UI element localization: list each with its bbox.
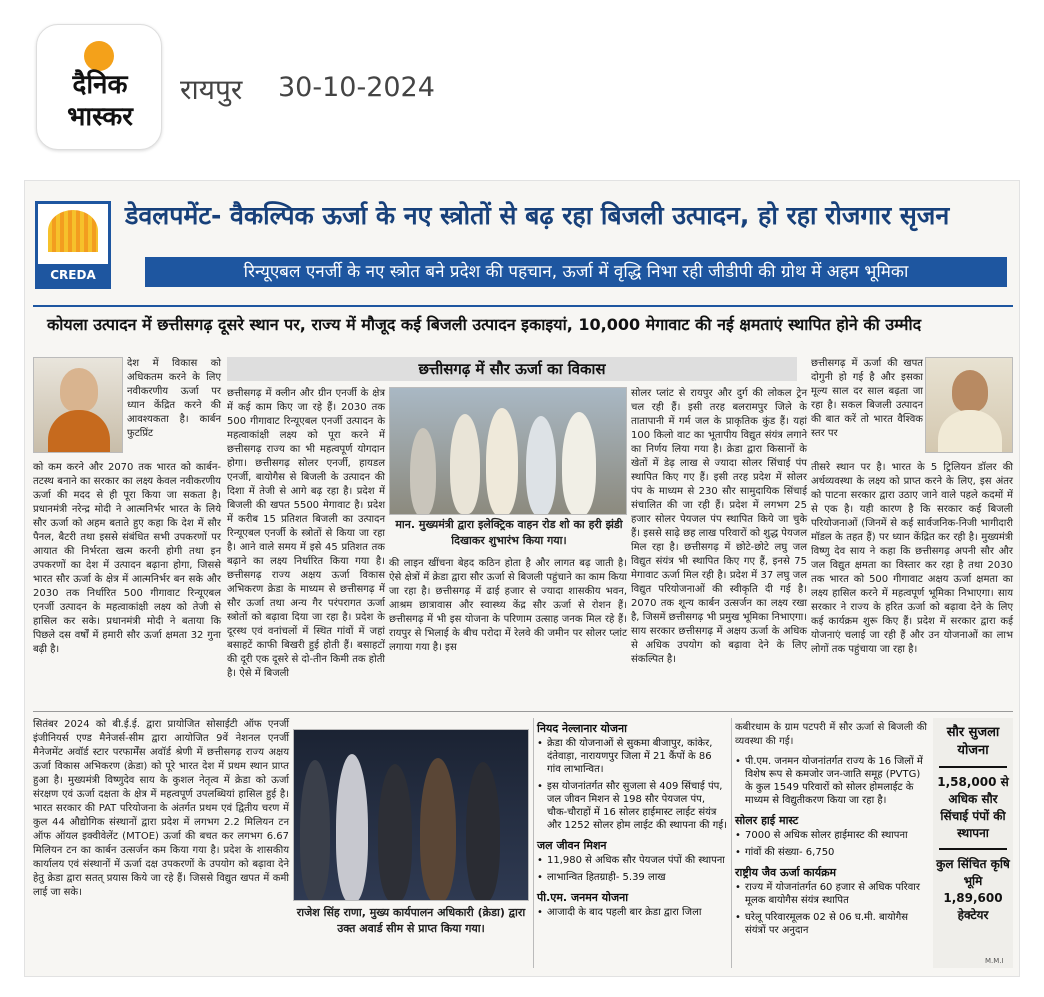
list-item: • घरेलू परिवारमूलक 02 से 06 घ.मी. बायोगैस संयंत्रों पर अनुदान	[735, 911, 927, 937]
side-mid: 1,58,000 से अधिक सौर सिंचाई पंपों की स्थापना	[937, 775, 1009, 840]
sun-rays-icon	[48, 210, 98, 252]
app-header	[0, 0, 1044, 178]
award-photo	[293, 729, 529, 901]
col1-top: देश में विकास को अधिकतम करने के लिए नवीकरणीय ऊर्जा पर ध्यान केंद्रित करने की आवश्यकता है। कार्बन फुटप्रिंट	[127, 358, 221, 439]
divider	[33, 305, 1013, 307]
logo-line1: दैनिक	[72, 70, 128, 100]
creda-logo	[35, 201, 111, 289]
award-photo-caption: राजेश सिंह राणा, मुख्य कार्यपालन अधिकारी (क्रेडा) द्वारा उक्त अवार्ड सीम से प्राप्त किया गया।	[296, 906, 526, 935]
sun-icon	[84, 41, 114, 71]
signature: M.M.I	[985, 957, 1004, 965]
mast-title: सोलर हाई मास्ट	[735, 814, 799, 827]
rally-photo	[389, 387, 627, 515]
side-bottom: कुल सिंचित कृषि भूमि 1,89,600 हेक्टेयर	[936, 857, 1010, 922]
newspaper-clipping[interactable]	[24, 180, 1020, 977]
pm-title: पी.एम. जनमन योजना	[537, 891, 629, 904]
list-item: • क्रेडा की योजनाओं से सुकमा बीजापुर, कांकेर, दंतेवाड़ा, नारायणपुर जिला में 21 कैंपों के 86 गांव लाभान्वित।	[537, 737, 727, 776]
col4-body: सोलर प्लांट से रायपुर और दुर्ग की लोकल ट्रेन चल रही हैं। इसी तरह बलरामपुर जिले के तातापानी में गर्म जल के प्राकृतिक कुंड हैं। यहां 100 किलो वाट का भूतापीय विद्युत संयंत्र लगाने का निर्णय लिया गया है। क्रेडा द्वारा किसानों के खेतों में डेढ़ लाख से ज्यादा सोलर सिंचाई पंप स्थापित किए गए हैं। इसी तरह प्रदेश में सोलर पंप के माध्यम से 230 सौर सामुदायिक सिंचाई संचालित की जा रही हैं। प्रदेश में लगभग 25 हजार सोलर पेयजल पंप स्थापित किये जा चुके हैं। इससे साढ़े छह लाख परिवारों को शुद्ध पेयजल मिल रहा है। छत्तीसगढ़ में छोटे-छोटे लघु जल विद्युत संयंत्र भी स्थापित किए गए हैं, इनसे 75 मेगावाट ऊर्जा मिल रही है। प्रदेश में 37 लघु जल विद्युत परियोजनाओं की स्वीकृति दी गई है। 2070 तक शून्य कार्बन उत्सर्जन का लक्ष्य रखा है, जिसमें छत्तीसगढ़ भी प्रमुख भूमिका निभाएगा। साय सरकार छत्तीसगढ़ में अक्षय ऊर्जा के अधिक से अधिक उपयोग को बढ़ावा देने के लिए संकल्पित है।	[631, 388, 807, 665]
list-item: • 11,980 से अधिक सौर पेयजल पंपों की स्थापना	[537, 854, 727, 867]
pm-portrait	[33, 357, 123, 453]
niyad-title: नियद नेल्लानार योजना	[537, 722, 628, 735]
col1-body: को कम करने और 2070 तक भारत को कार्बन-तटस्थ बनाने का सरकार का लक्ष्य केवल नवीकरणीय ऊर्जा की मदद से ही पूरा किया जा सकता है। प्रधानमंत्री नरेन्द्र मोदी ने आत्मनिर्भर भारत के लिये सौर ऊर्जा को अहम बताते हुए कहा कि देश में सौर पैनल, बैटरी तथा इससे संबंधित सभी उपकरणों पर आयात की निर्भरता खत्म करनी होगी तथा इन उपकरणों का देश में उत्पादन बढ़ाना होगा, जिससे भारत सौर ऊर्जा के क्षेत्र में आत्मनिर्भर बन सके और 2030 तक निर्धारित 500 गीगावाट रिन्यूएबल एनर्जी उत्पादन के महत्वाकांक्षी लक्ष्य को तेजी से हासिल कर सके। प्रधानमंत्री मोदी ने बताया कि पिछले दस वर्षों में हमारी सौर ऊर्जा क्षमता 32 गुना बढ़ी है।	[33, 462, 221, 655]
side-title: सौर सुजला योजना	[946, 725, 1000, 758]
list-item: • 7000 से अधिक सोलर हाईमास्ट की स्थापना	[735, 829, 927, 842]
jal-title: जल जीवन मिशन	[537, 839, 607, 852]
divider	[731, 718, 732, 968]
divider	[533, 718, 534, 968]
right-top-text: कबीरधाम के ग्राम पटपरी में सौर ऊर्जा से बिजली की व्यवस्था की गई।	[735, 722, 927, 747]
scheme-list-left	[537, 721, 727, 919]
bio-title: राष्ट्रीय जैव ऊर्जा कार्यक्रम	[735, 866, 837, 879]
list-item: • राज्य में योजनांतर्गत 60 हजार से अधिक परिवार मूलक बायोगैस संयंत्र स्थापित	[735, 881, 927, 907]
dainik-bhaskar-logo[interactable]	[36, 24, 162, 150]
subheadline: रिन्यूएबल एनर्जी के नए स्त्रोत बने प्रदेश की पहचान, ऊर्जा में वृद्धि निभा रही जीडीपी की ग्रोथ में अहम भूमिका	[145, 257, 1007, 287]
list-item: • इस योजनांतर्गत सौर सुजला से 409 सिंचाई पंप, जल जीवन मिशन से 198 सौर पेयजल पंप, चौक-चौराहों में 16 सोलर हाईमास्ट लाईट संयंत्र और 1252 सोलर होम लाईट की स्थापना की गई।	[537, 780, 727, 832]
col2-body: छत्तीसगढ़ में क्लीन और ग्रीन एनर्जी के क्षेत्र में कई काम किए जा रहे हैं। 2030 तक 500 गीगावाट रिन्यूएबल एनर्जी उत्पादन के महत्वाकांक्षी लक्ष्य को पूरा करने में छत्तीसगढ़ राज्य का भी महत्वपूर्ण योगदान होगा। छत्तीसगढ़ सोलर एनर्जी, हायडल एनर्जी, बायोगैस से बिजली के उत्पादन की दिशा में तेजी से आगे बढ़ रहा है। प्रदेश में बिजली की खपत 5500 मेगावाट है। प्रदेश में करीब 15 प्रतिशत बिजली का उत्पादन रिन्यूएबल एनर्जी के स्त्रोतों से किया जा रहा है। आने वाले समय में इसे 45 प्रतिशत तक बढ़ाने का लक्ष्य निर्धारित किया गया है। छत्तीसगढ़ राज्य अक्षय ऊर्जा विकास अभिकरण क्रेडा के माध्यम से छत्तीसगढ़ में सौर ऊर्जा तथा अन्य गैर परंपरागत ऊर्जा स्त्रोतों को बढ़ावा दिया जा रहा है। प्रदेश के दूरस्थ एवं वनांचलों में स्थित गांवों में जहां बसाहटें काफी बिखरी हुई होती हैं। बसाहटों की दूरी एक दूसरे से दो-तीन किमी तक होती है। ऐसे में बिजली	[227, 388, 385, 679]
headline: डेवलपमेंट- वैकल्पिक ऊर्जा के नए स्त्रोतों से बढ़ रहा बिजली उत्पादन, हो रहा रोजगार सृजन	[125, 201, 950, 230]
list-item: • पी.एम. जनमन योजनांतर्गत राज्य के 16 जिलों में विशेष रूप से कमजोर जन-जाति समूह (PVTG) के कुल 1549 परिवारों को सोलर होमलाईट के माध्यम से विद्युतीकरण किया जा रहा है।	[735, 755, 927, 807]
section-title: छत्तीसगढ़ में सौर ऊर्जा का विकास	[227, 357, 797, 381]
creda-label: CREDA	[38, 264, 108, 286]
saur-sujala-box	[933, 718, 1013, 968]
logo-line2: भास्कर	[67, 102, 133, 132]
deck-line: कोयला उत्पादन में छत्तीसगढ़ दूसरे स्थान पर, राज्य में मौजूद कई बिजली उत्पादन इकाइयां, 10,000 मेगावाट की नई क्षमताएं स्थापित होने की उम्मीद	[47, 315, 922, 334]
cm-portrait	[925, 357, 1013, 453]
col5-body: तीसरे स्थान पर है। भारत के 5 ट्रिलियन डॉलर की अर्थव्यवस्था के लक्ष्य को प्राप्त करने के लिए, इस अंतर को पाटना सरकार द्वारा उठाए जाने वाले पहले कदमों में से एक है। यही कारण है कि सरकार कई बिजली परियोजनाओं (जिनमें से कई सार्वजनिक-निजी भागीदारी मॉडल के तहत हैं) पर ध्यान केंद्रित कर रही है। मुख्यमंत्री विष्णु देव साय ने कहा कि छत्तीसगढ़ अपनी सौर और जल विद्युत क्षमता का विस्तार कर रहा है तथा 2030 तक भारत को 500 गीगावाट अक्षय ऊर्जा क्षमता का लक्ष्य हासिल करने में महत्वपूर्ण भूमिका निभाएगा। साय सरकार ने राज्य के हरित ऊर्जा को बढ़ावा देने के लिए कई कार्यक्रम शुरू किए हैं। प्रदेश में सरकार द्वारा कई योजनाएं चलाई जा रही हैं और उन योजनाओं का लाभ लोगों तक पहुंचाया जा रहा है।	[811, 462, 1013, 655]
col5-top: छत्तीसगढ़ में ऊर्जा की खपत दोगुनी हो गई है और इसका मूल्य साल दर साल बढ़ता जा रहा है। सकल बिजली उत्पादन की बात करें तो भारत वैश्विक स्तर पर	[811, 358, 923, 439]
edition-city: रायपुर	[180, 73, 243, 106]
award-text: सितंबर 2024 को बी.ई.ई. द्वारा प्रायोजित सोसाईटी ऑफ एनर्जी इंजीनियर्स एण्ड मैनेजर्स-सीम द्वारा आयोजित 9वें नेशनल एनर्जी मैनेजमेंट अवॉर्ड स्टार परफार्मेंस अवॉर्ड श्रेणी में छत्तीसगढ़ राज्य अक्षय ऊर्जा विकास अभिकरण (क्रेडा) को पूरे भारत देश में प्रथम स्थान प्राप्त हुआ है। मुख्यमंत्री विष्णुदेव साय के कुशल नेतृत्व में क्रेडा को ऊर्जा संरक्षण एवं ऊर्जा दक्षता के क्षेत्र में महत्वपूर्ण उपलब्धियां हासिल हुई है। भारत सरकार की PAT परियोजना के अंतर्गत प्रथम एवं द्वितीय चरण में कुल 44 औद्योगिक संस्थानों द्वारा प्रदेश में लगभग 2.2 मिलियन टन ऑफ ऑयल इक्वीवेलेंट (MTOE) ऊर्जा की बचत कर लगभग 6.67 मिलियन टन का कार्बन उत्सर्जन कम किया गया है। प्रदेश के शासकीय कार्यालय एवं संस्थानों में ऊर्जा दक्ष उपकरणों के उपयोग को बढ़ावा देने हेतु क्रेडा द्वारा सतत् प्रयास किये जा रहे हैं। जिससे विद्युत खपत में कमी लाई जा सके।	[33, 719, 289, 898]
list-item: • लाभान्वित हितग्राही- 5.39 लाख	[537, 871, 727, 884]
list-item: • गांवों की संख्या- 6,750	[735, 846, 927, 859]
scheme-list-right	[735, 721, 927, 937]
col3-body: की लाइन खींचना बेहद कठिन होता है और लागत बढ़ जाती है। ऐसे क्षेत्रों में क्रेडा द्वारा सौर ऊर्जा से बिजली पहुंचाने का काम किया जा रहा है। छत्तीसगढ़ में ढाई हजार से ज्यादा शासकीय भवन, आश्रम छात्रावास और स्वास्थ्य केंद्र सौर ऊर्जा से रोशन हैं। छत्तीसगढ़ में भी इस योजना के परिणाम उत्साह जनक मिल रहे हैं। रायपुर से भिलाई के बीच परोदा में रेलवे की जमीन पर सोलर प्लांट लगाया गया है। इस	[389, 558, 627, 653]
edition-date: 30-10-2024	[278, 72, 435, 103]
list-item: • आजादी के बाद पहली बार क्रेडा द्वारा जिला	[537, 906, 727, 919]
divider	[33, 711, 1013, 712]
rally-photo-caption: मान. मुख्यमंत्री द्वारा इलेक्ट्रिक वाहन रोड शो का हरी झंडी दिखाकर शुभारंभ किया गया।	[395, 518, 623, 547]
